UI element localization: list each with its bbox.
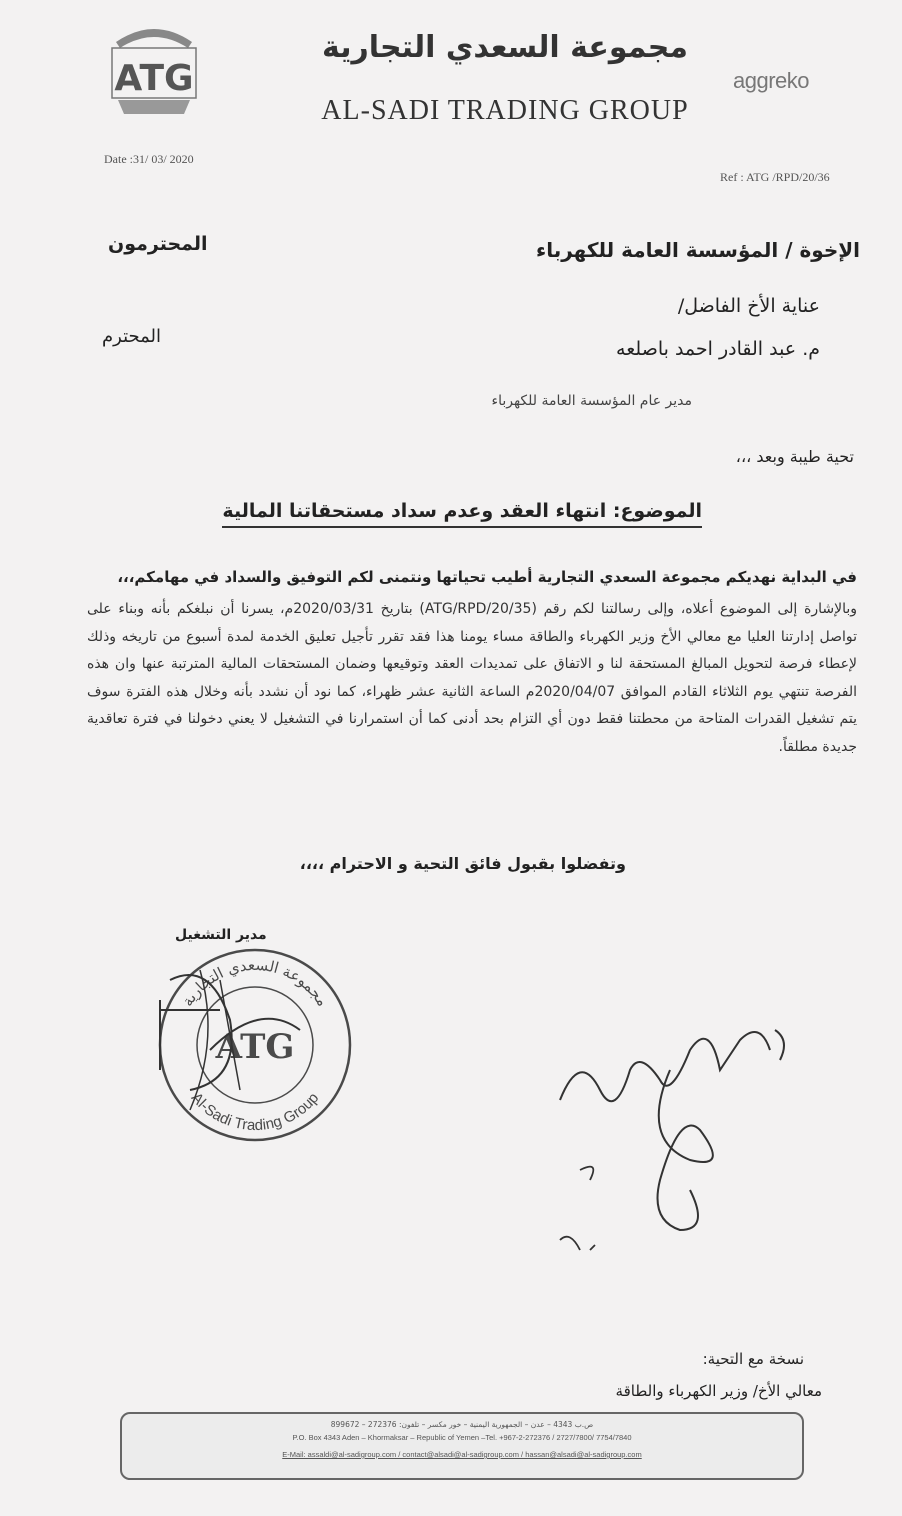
recipient-name: م. عبد القادر احمد باصلعه <box>616 338 820 360</box>
aggreko-logo: aggreko <box>733 68 810 93</box>
atg-logo <box>108 14 200 122</box>
stamp-text-english: Al-Sadi Trading Group <box>187 1089 323 1135</box>
addressee-respected-plural: المحترمون <box>108 233 208 255</box>
recipient-position: مدير عام المؤسسة العامة للكهرباء <box>491 393 692 409</box>
addressee-organization: الإخوة / المؤسسة العامة للكهرباء <box>536 238 860 262</box>
handwritten-signature-graphic <box>520 1010 820 1280</box>
greeting: تحية طيبة وبعد ،،، <box>735 447 854 466</box>
footer-address-english: P.O. Box 4343 Aden – Khormaksar – Republic of Yemen –Tel. +967-2-272376 / 2727/7800/ 7754/7840 <box>292 1433 632 1442</box>
letterhead-footer <box>120 1412 804 1480</box>
cc-recipient: معالي الأخ/ وزير الكهرباء والطاقة <box>615 1382 822 1400</box>
atg-logo-graphic <box>108 14 200 122</box>
opening-paragraph: في البداية نهديكم مجموعة السعدي التجارية أطيب تحياتها ونتمنى لكم التوفيق والسداد في مهامكم،،، <box>117 568 857 586</box>
body-paragraph: وبالإشارة إلى الموضوع أعلاه، وإلى رسالتنا لكم رقم (ATG/RPD/20/35) بتاريخ 2020/03/31م، يسرنا أن نبلغكم بأنه وبناء على تواصل إدارتنا العليا مع معالي الأخ وزير الكهرباء والطاقة مساء يومنا هذا فقد تقرر تأجيل تعليق الخدمة لمدة أسبوع من تاريخه وذلك لإعطاء فرصة لتحويل المبالغ المستحقة لنا و الاتفاق على تمديدات العقد وتوقيعها وضمان المستحقات المالية المترتبة عنها وان هذه الفرصة تنتهي يوم الثلاثاء القادم الموافق 2020/04/07م الساعة الثانية عشر ظهراء، كما نود أن نشدد بأنه وخلال هذه الفترة سوف يتم تشغيل القدرات المتاحة من محطتنا فقط دون أي التزام بحد أدنى كما أن استمرارنا في التشغيل لا يعني دخولنا في فترة تعاقدية جديدة مطلقاً. <box>87 601 857 755</box>
cc-label: نسخة مع التحية: <box>702 1350 804 1368</box>
svg-text:مجموعة السعدي التجارية <box>178 956 332 1010</box>
stamp-graphic <box>150 940 360 1150</box>
subject-line: الموضوع: انتهاء العقد وعدم سداد مستحقاتنا المالية <box>222 500 702 528</box>
attention-line: عناية الأخ الفاضل/ <box>677 295 820 317</box>
signatory-title: مدير التشغيل <box>175 927 267 943</box>
company-name-english: AL-SADI TRADING GROUP <box>321 95 689 126</box>
recipient-respected: المحترم <box>102 326 162 347</box>
handwritten-signature <box>520 1010 820 1280</box>
company-name-arabic: مجموعة السعدي التجارية <box>322 30 688 65</box>
closing-line: وتفضلوا بقبول فائق التحية و الاحترام ،،،، <box>299 854 626 873</box>
atg-logo-text: ATG <box>114 58 194 99</box>
footer-email: E-Mail: assaldi@al-sadigroup.com / contact@alsadi@al-sadigroup.com / hassan@alsadi@al-sadigroup.com <box>282 1450 642 1459</box>
company-stamp <box>150 940 360 1150</box>
stamp-center-text: ATG <box>215 1027 295 1067</box>
letter-date: Date :31/ 03/ 2020 <box>104 152 194 166</box>
letter-reference: Ref : ATG /RPD/20/36 <box>720 170 830 184</box>
stamp-text-arabic: مجموعة السعدي التجارية <box>178 955 332 1010</box>
footer-address-arabic: ص.ب 4343 – عدن – الجمهورية اليمنية – خور مكسر – تلفون: 272376 – 899672 <box>330 1420 594 1429</box>
